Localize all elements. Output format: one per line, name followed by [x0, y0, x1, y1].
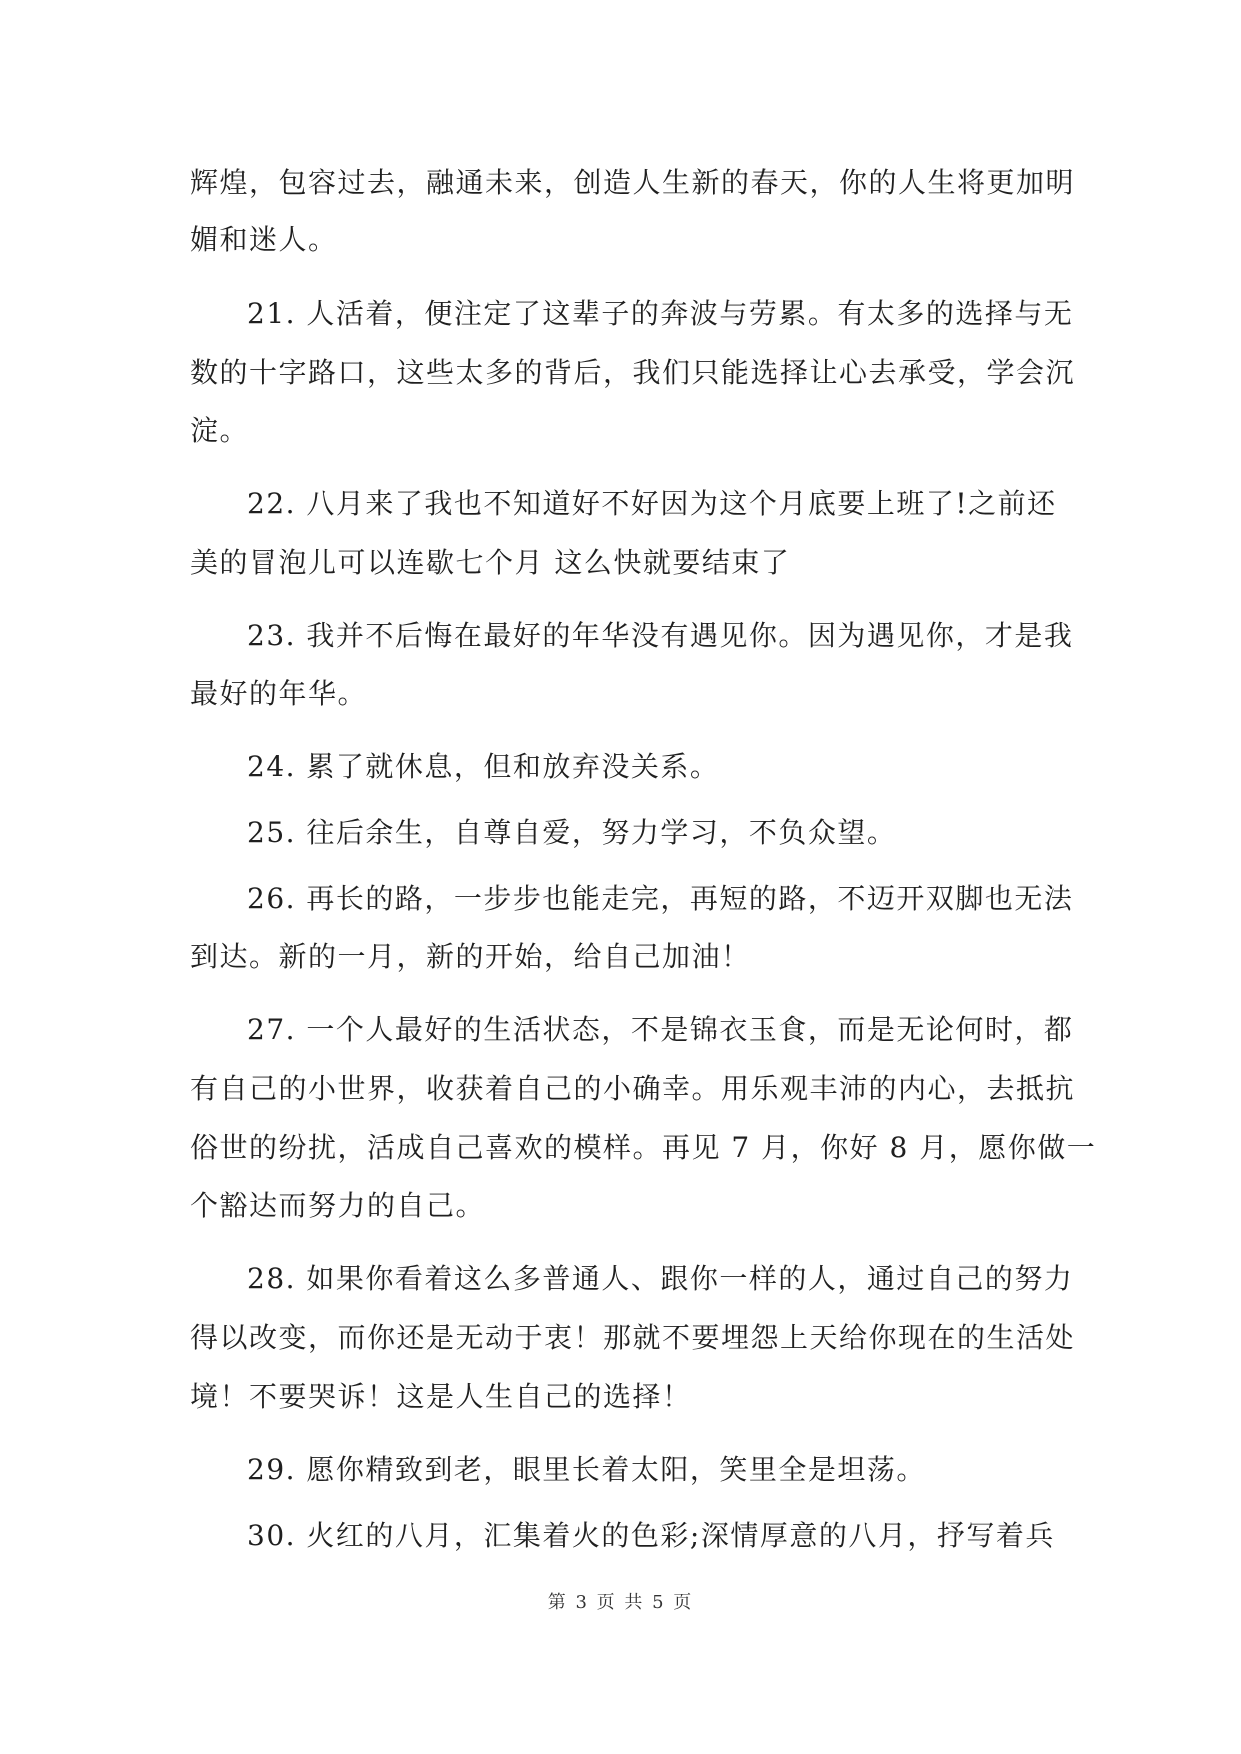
text-line: 30. 火红的八月，汇集着火的色彩;深情厚意的八月，抒写着兵 — [247, 1519, 1055, 1552]
text-line: 27. 一个人最好的生活状态，不是锦衣玉食，而是无论何时，都 — [247, 1013, 1074, 1046]
text-line: 辉煌，包容过去，融通未来，创造人生新的春天，你的人生将更加明 — [190, 166, 1076, 199]
text-line: 境！不要哭诉！这是人生自己的选择！ — [190, 1380, 692, 1413]
page-footer: 第 3 页 共 5 页 — [547, 1592, 694, 1613]
text-line: 22. 八月来了我也不知道好不好因为这个月底要上班了!之前还 — [247, 487, 1057, 520]
text-line: 有自己的小世界，收获着自己的小确幸。用乐观丰沛的内心，去抵抗 — [190, 1072, 1076, 1105]
text-line: 媚和迷人。 — [190, 223, 338, 256]
text-line: 俗世的纷扰，活成自己喜欢的模样。再见 7 月，你好 8 月，愿你做一 — [190, 1131, 1097, 1164]
text-line: 美的冒泡儿可以连歇七个月 这么快就要结束了 — [190, 546, 791, 579]
text-line: 26. 再长的路，一步步也能走完，再短的路，不迈开双脚也无法 — [247, 882, 1074, 915]
text-line: 淀。 — [190, 414, 250, 447]
text-line: 25. 往后余生，自尊自爱，努力学习，不负众望。 — [247, 816, 897, 849]
text-line: 21. 人活着，便注定了这辈子的奔波与劳累。有太多的选择与无 — [247, 297, 1074, 330]
text-line: 最好的年华。 — [190, 677, 368, 710]
text-line: 到达。新的一月，新的开始，给自己加油！ — [190, 940, 751, 973]
text-line: 23. 我并不后悔在最好的年华没有遇见你。因为遇见你，才是我 — [247, 619, 1074, 652]
text-line: 得以改变，而你还是无动于衷！那就不要埋怨上天给你现在的生活处 — [190, 1321, 1076, 1354]
text-line: 个豁达而努力的自己。 — [190, 1189, 486, 1222]
text-line: 24. 累了就休息，但和放弃没关系。 — [247, 750, 720, 783]
text-line: 数的十字路口，这些太多的背后，我们只能选择让心去承受，学会沉 — [190, 356, 1076, 389]
text-line: 29. 愿你精致到老，眼里长着太阳，笑里全是坦荡。 — [247, 1453, 926, 1486]
text-line: 28. 如果你看着这么多普通人、跟你一样的人，通过自己的努力 — [247, 1262, 1074, 1295]
